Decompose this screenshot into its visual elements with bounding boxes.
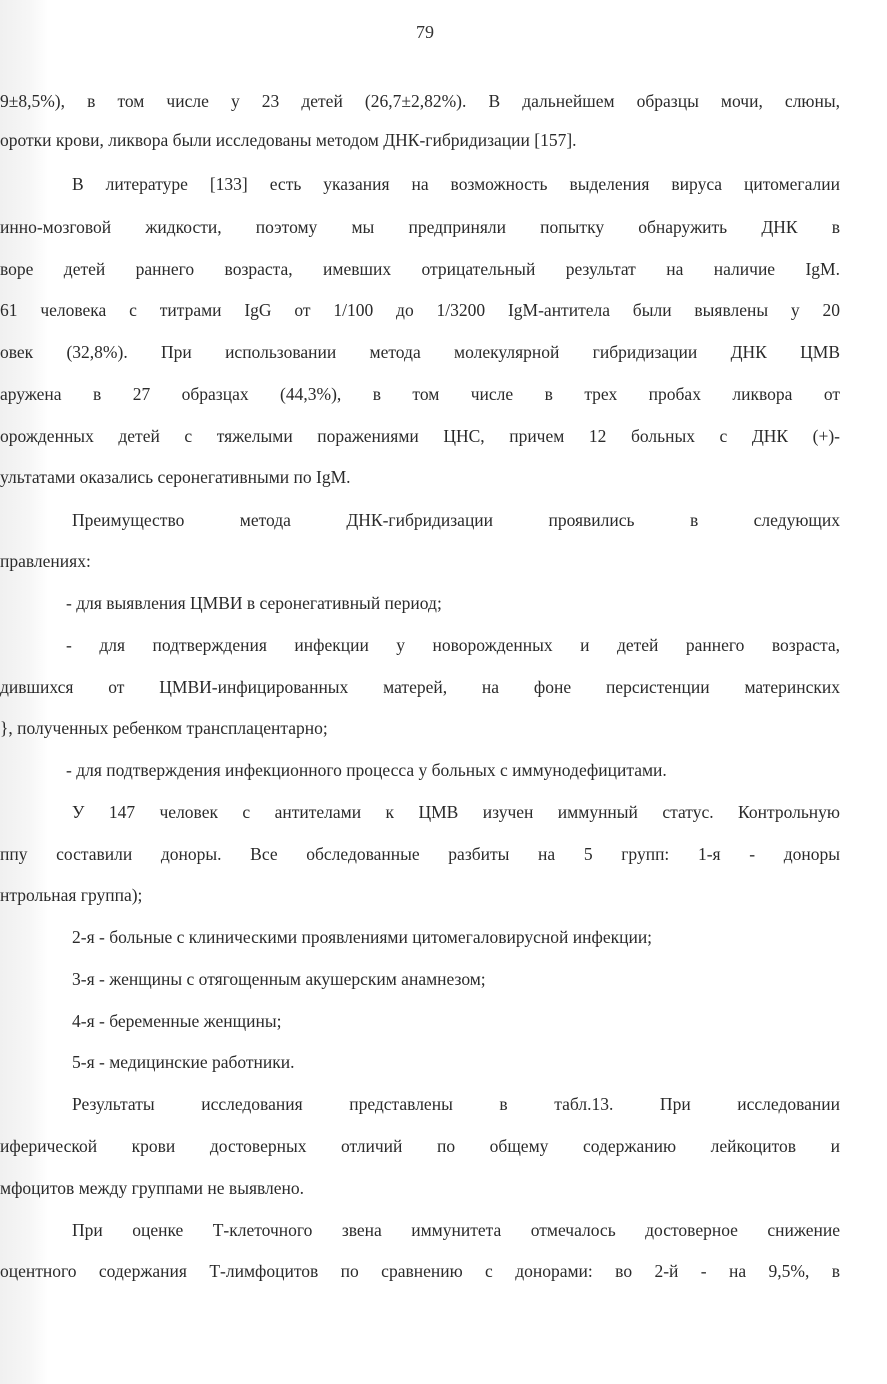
list-item: 4-я - беременные женщины; (72, 1011, 282, 1031)
text-line: В литературе [133] есть указания на возможность выделения вируса цитомегалии (72, 174, 840, 194)
text-line: аружена в 27 образцах (44,3%), в том числе в трех пробах ликвора от (0, 384, 840, 404)
list-item: - для подтверждения инфекционного процесса у больных с иммунодефицитами. (66, 760, 667, 780)
text-line: овек (32,8%). При использовании метода молекулярной гибридизации ДНК ЦМВ (0, 342, 840, 362)
page-number: 79 (416, 22, 434, 42)
text-line: нтрольная группа); (0, 885, 143, 905)
list-item: 3-я - женщины с отягощенным акушерским анамнезом; (72, 969, 486, 989)
text-line: Результаты исследования представлены в табл.13. При исследовании (72, 1094, 840, 1114)
text-line: ультатами оказались серонегативными по IgM. (0, 467, 351, 487)
text-line: У 147 человек с антителами к ЦМВ изучен иммунный статус. Контрольную (72, 802, 840, 822)
list-item: 2-я - больные с клиническими проявлениями цитомегаловирусной инфекции; (72, 927, 653, 947)
text-line: ппу составили доноры. Все обследованные разбиты на 5 групп: 1-я - доноры (0, 844, 840, 864)
text-line: Преимущество метода ДНК-гибридизации проявились в следующих (72, 510, 840, 530)
text-line: оротки крови, ликвора были исследованы методом ДНК-гибридизации [157]. (0, 130, 577, 150)
text-line: воре детей раннего возраста, имевших отрицательный результат на наличие IgM. (0, 259, 840, 279)
text-line: орожденных детей с тяжелыми поражениями ЦНС, причем 12 больных с ДНК (+)- (0, 426, 840, 446)
list-item: - для выявления ЦМВИ в серонегативный период; (66, 593, 442, 613)
text-line: }, полученных ребенком трансплацентарно; (0, 718, 328, 738)
list-item: 5-я - медицинские работники. (72, 1052, 295, 1072)
text-line: дившихся от ЦМВИ-инфицированных матерей, на фоне персистенции материнских (0, 677, 840, 697)
text-line: иферической крови достоверных отличий по общему содержанию лейкоцитов и (0, 1136, 840, 1156)
text-line: правлениях: (0, 551, 91, 571)
text-line: 9±8,5%), в том числе у 23 детей (26,7±2,82%). В дальнейшем образцы мочи, слюны, (0, 91, 840, 111)
text-line: мфоцитов между группами не выявлено. (0, 1178, 305, 1198)
text-line: При оценке Т-клеточного звена иммунитета отмечалось достоверное снижение (72, 1220, 840, 1240)
list-item: - для подтверждения инфекции у новорожденных и детей раннего возраста, (66, 635, 840, 655)
text-line: инно-мозговой жидкости, поэтому мы предприняли попытку обнаружить ДНК в (0, 217, 840, 237)
text-line: 61 человека с титрами IgG от 1/100 до 1/3200 IgM-антитела были выявлены у 20 (0, 300, 840, 320)
text-line: оцентного содержания Т-лимфоцитов по сравнению с донорами: во 2-й - на 9,5%, в (0, 1261, 840, 1281)
